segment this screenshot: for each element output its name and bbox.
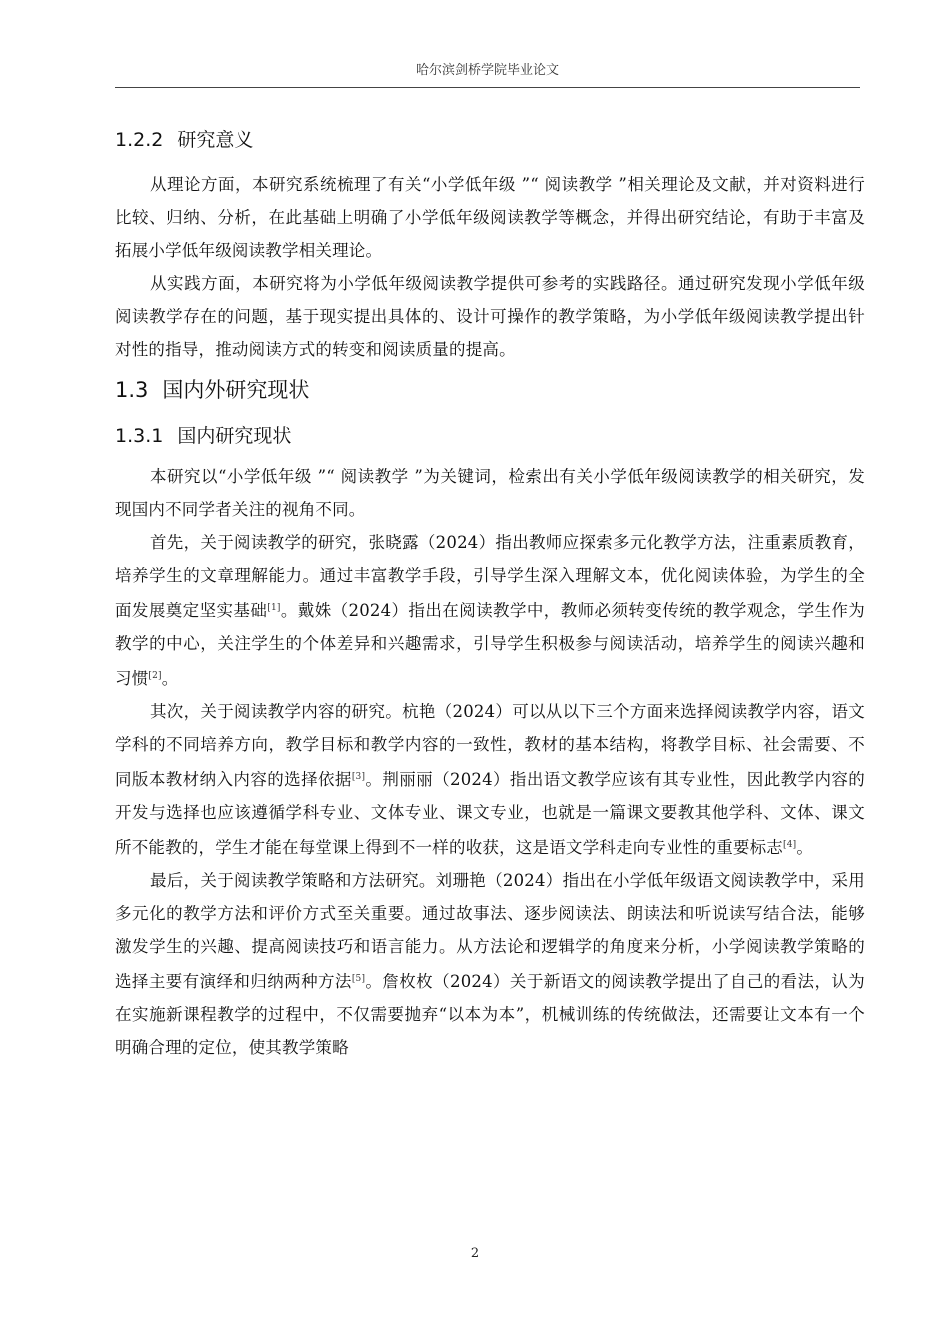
header-divider [115,87,860,88]
section-title: 国内研究现状 [177,425,292,447]
paragraph-keywords: 本研究以“小学低年级 ”“ 阅读教学 ”为关键词，检索出有关小学低年级阅读教学的相关研究，发现国内不同学者关注的视角不同。 [115,467,865,519]
section-title: 国内外研究现状 [162,378,310,402]
paragraph-text: 。荆丽丽（2024）指出语文教学应该有其专业性，因此教学内容的开发与选择也应该遵循学科专业、文体专业、课文专业，也就是一篇课文要教其他学科、文体、课文所不能教的，学生才能在每堂课上得到不一样的收获，这是语文学科走向专业性的重要标志 [115,770,865,857]
citation-marker: [5] [351,974,366,984]
citation-marker: [4] [783,840,797,850]
section-number: 1.2.2 [115,129,164,151]
section-title: 研究意义 [177,129,254,151]
running-header: 哈尔滨剑桥学院毕业论文 [415,63,559,78]
section-heading-1-2-2 [115,118,865,162]
paragraph-teaching-strategy [115,864,865,1064]
paragraph-theory: 从理论方面，本研究系统梳理了有关“小学低年级 ”“ 阅读教学 ”相关理论及文献，并对资料进行比较、归纳、分析，在此基础上明确了小学低年级阅读教学等概念，并得出研究结论，有助于丰富及拓展小学低年级阅读教学相关理论。 [115,175,865,260]
page-number: 2 [470,1246,480,1261]
citation-marker: [3] [351,772,366,782]
paragraph-text: 其次，关于阅读教学内容的研究。杭艳（2024）可以从以下三个方面来选择阅读教学内容，语文学科的不同培养方向，教学目标和教学内容的一致性，教材的基本结构，将教学目标、社会需要、不同版本教材纳入内容的选择依据 [115,702,865,789]
section-number: 1.3 [115,378,149,402]
paragraph-text: 。 [161,669,179,688]
section-heading-1-3-1 [115,414,865,458]
citation-marker: [1] [267,603,281,613]
page-body [115,118,865,1064]
section-number: 1.3.1 [115,425,164,447]
paragraph-text: 。詹枚枚（2024）关于新语文的阅读教学提出了自己的看法，认为在实施新课程教学的过程中，不仅需要抛弃“以本为本”，机械训练的传统做法，还需要让文本有一个明确合理的定位，使其教学策略 [115,972,865,1057]
paragraph-teaching-content [115,695,865,864]
paragraph-text: 最后，关于阅读教学策略和方法研究。刘珊艳（2024）指出在小学低年级语文阅读教学中，采用多元化的教学方法和评价方式至关重要。通过故事法、逐步阅读法、朗读法和听说读写结合法，能够激发学生的兴趣、提高阅读技巧和语言能力。从方法论和逻辑学的角度来分析，小学阅读教学策略的选择主要有演绎和归纳两种方法 [115,871,865,991]
paragraph-reading-teaching [115,526,865,695]
section-heading-1-3 [115,368,865,412]
citation-marker: [2] [148,671,162,681]
paragraph-text: 。戴姝（2024）指出在阅读教学中，教师必须转变传统的教学观念，学生作为教学的中心，关注学生的个体差异和兴趣需求，引导学生积极参与阅读活动，培养学生的阅读兴趣和习惯 [115,601,865,688]
paragraph-text: 。 [796,838,814,857]
paragraph-text: 首先，关于阅读教学的研究，张晓露（2024）指出教师应探索多元化教学方法，注重素质教育，培养学生的文章理解能力。通过丰富教学手段，引导学生深入理解文本，优化阅读体验，为学生的全面发展奠定坚实基础 [115,533,865,620]
paragraph-practice: 从实践方面，本研究将为小学低年级阅读教学提供可参考的实践路径。通过研究发现小学低年级阅读教学存在的问题，基于现实提出具体的、设计可操作的教学策略，为小学低年级阅读教学提出针对性的指导，推动阅读方式的转变和阅读质量的提高。 [115,274,865,359]
